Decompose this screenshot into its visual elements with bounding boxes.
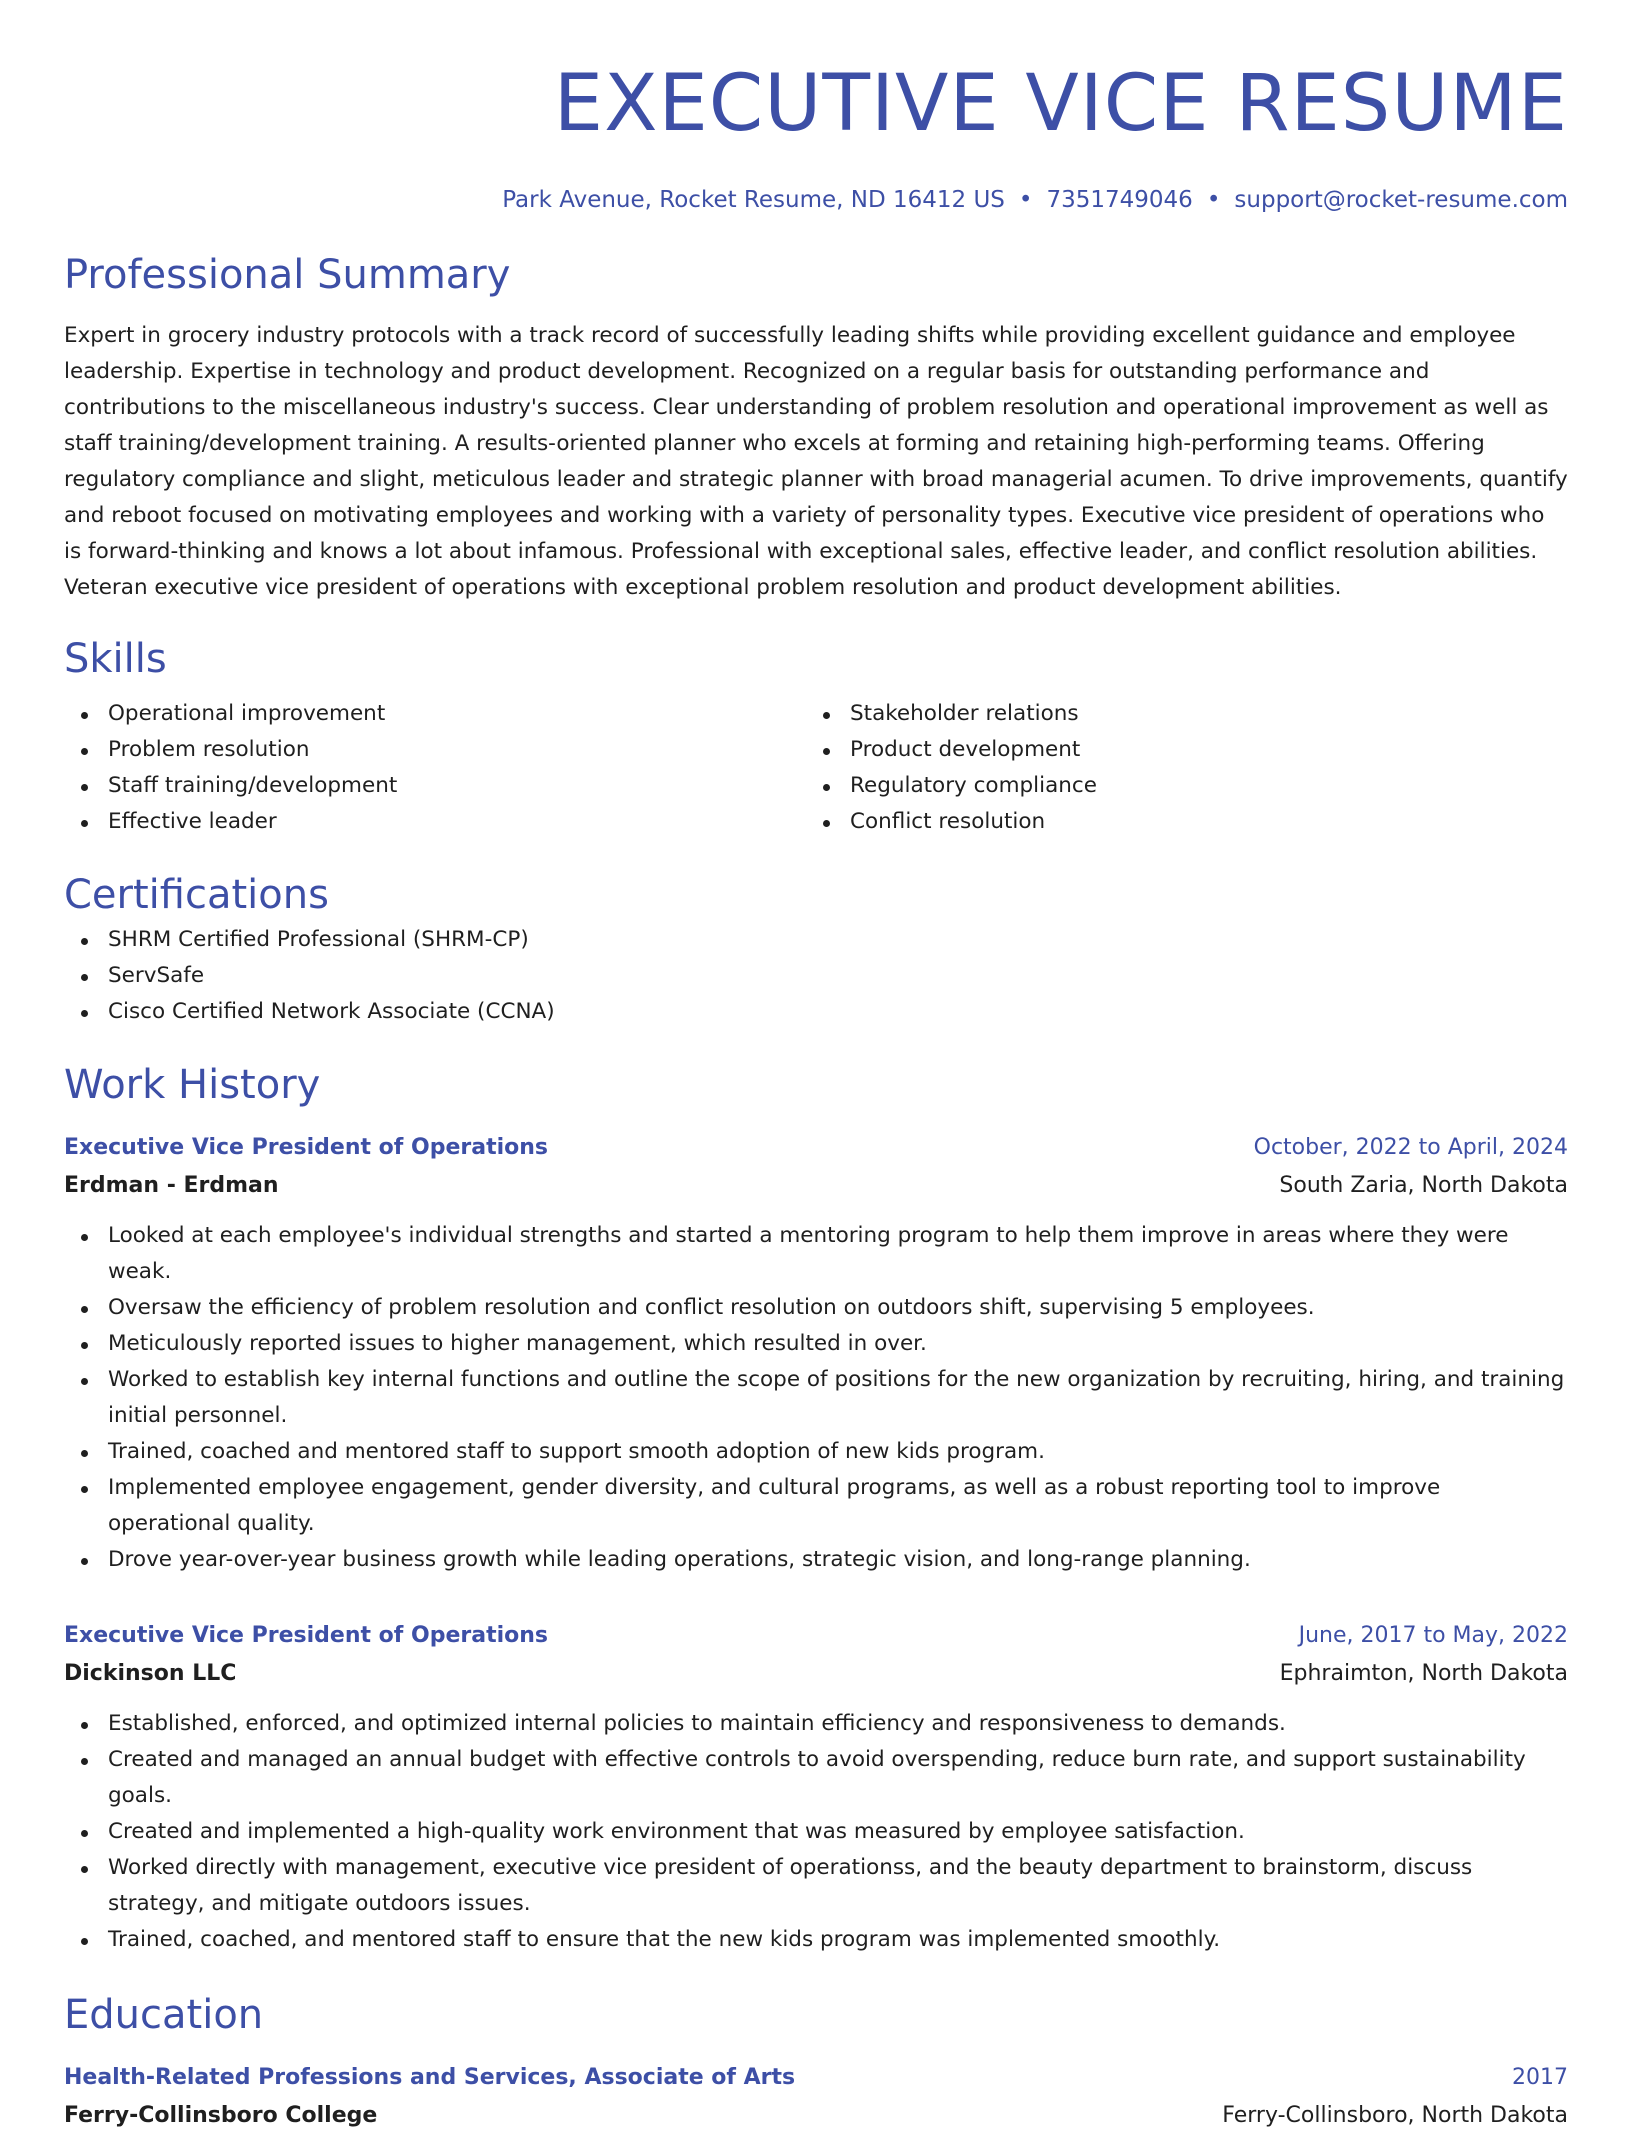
skill-item: Effective leader bbox=[64, 804, 806, 840]
certification-item: ServSafe bbox=[64, 958, 1568, 994]
education-entry bbox=[64, 2060, 1568, 2136]
education-year: 2017 bbox=[1512, 2065, 1568, 2090]
education-degree: Health-Related Professions and Services, Associate of Arts bbox=[64, 2065, 796, 2090]
resume-name: EXECUTIVE VICE RESUME bbox=[553, 59, 1568, 149]
job-bullet: Oversaw the efficiency of problem resolution and conflict resolution on outdoors shift, supervising 5 employees. bbox=[64, 1290, 1568, 1326]
work-history-heading: Work History bbox=[64, 1062, 321, 1108]
job-title: Executive Vice President of Operations bbox=[64, 1135, 548, 1160]
job-header-row bbox=[64, 1130, 1568, 1166]
education-school-row bbox=[64, 2096, 1568, 2136]
education-heading: Education bbox=[64, 1992, 264, 2038]
education-degree-row bbox=[64, 2060, 1568, 2096]
job-company-row bbox=[64, 1166, 1568, 1206]
skills-column-right bbox=[806, 696, 1548, 840]
job-bullet: Trained, coached and mentored staff to support smooth adoption of new kids program. bbox=[64, 1434, 1568, 1470]
job-bullet: Meticulously reported issues to higher management, which resulted in over. bbox=[64, 1326, 1568, 1362]
job-bullet: Established, enforced, and optimized internal policies to maintain efficiency and responsiveness to demands. bbox=[64, 1706, 1568, 1742]
skill-item: Operational improvement bbox=[64, 696, 806, 732]
job-location: Ephraimton, North Dakota bbox=[1279, 1661, 1568, 1686]
skills-list bbox=[64, 696, 1568, 840]
contact-phone: 7351749046 bbox=[1046, 187, 1193, 213]
job-entry bbox=[64, 1130, 1568, 1578]
contact-email: support@rocket-resume.com bbox=[1234, 187, 1568, 213]
job-bullet: Created and managed an annual budget with effective controls to avoid overspending, reduce burn rate, and support sustainability goals. bbox=[64, 1742, 1568, 1814]
job-bullet: Created and implemented a high-quality work environment that was measured by employee satisfaction. bbox=[64, 1814, 1568, 1850]
job-entry bbox=[64, 1618, 1568, 1958]
contact-line bbox=[64, 182, 1568, 218]
job-dates: October, 2022 to April, 2024 bbox=[1253, 1135, 1568, 1160]
skill-item: Stakeholder relations bbox=[806, 696, 1548, 732]
skill-item: Staff training/development bbox=[64, 768, 806, 804]
job-company-row bbox=[64, 1654, 1568, 1694]
skills-column-left bbox=[64, 696, 806, 840]
job-bullet: Trained, coached, and mentored staff to ensure that the new kids program was implemented smoothly. bbox=[64, 1922, 1568, 1958]
resume-header bbox=[64, 56, 1568, 218]
skill-item: Conflict resolution bbox=[806, 804, 1548, 840]
skills-heading: Skills bbox=[64, 636, 167, 682]
job-company: Erdman - Erdman bbox=[64, 1173, 279, 1198]
contact-separator: • bbox=[1206, 187, 1221, 213]
job-bullet: Worked directly with management, executive vice president of operationss, and the beauty department to brainstorm, discuss strategy, and mitigate outdoors issues. bbox=[64, 1850, 1568, 1922]
job-company: Dickinson LLC bbox=[64, 1661, 237, 1686]
certification-item: SHRM Certified Professional (SHRM-CP) bbox=[64, 922, 1568, 958]
job-bullet: Drove year-over-year business growth while leading operations, strategic vision, and long-range planning. bbox=[64, 1542, 1568, 1578]
job-header-row bbox=[64, 1618, 1568, 1654]
job-bullet: Looked at each employee's individual strengths and started a mentoring program to help them improve in areas where they were weak. bbox=[64, 1218, 1568, 1290]
job-bullets bbox=[64, 1218, 1568, 1578]
education-location: Ferry-Collinsboro, North Dakota bbox=[1222, 2103, 1568, 2128]
skill-item: Problem resolution bbox=[64, 732, 806, 768]
skill-item: Regulatory compliance bbox=[806, 768, 1548, 804]
summary-heading: Professional Summary bbox=[64, 252, 511, 298]
education-school: Ferry-Collinsboro College bbox=[64, 2103, 378, 2128]
certifications-list bbox=[64, 922, 1568, 1030]
job-location: South Zaria, North Dakota bbox=[1279, 1173, 1568, 1198]
job-bullet: Implemented employee engagement, gender diversity, and cultural programs, as well as a robust reporting tool to improve operational quality. bbox=[64, 1470, 1568, 1542]
job-dates: June, 2017 to May, 2022 bbox=[1298, 1623, 1568, 1648]
contact-address: Park Avenue, Rocket Resume, ND 16412 US bbox=[502, 187, 1005, 213]
job-bullets bbox=[64, 1706, 1568, 1958]
summary-text: Expert in grocery industry protocols with a track record of successfully leading shifts while providing excellent guidance and employee leadership. Expertise in technology and product development. Recognized on a regular basis for outstanding performance and contributions to the miscellaneous industry's success. Clear understanding of problem resolution and operational improvement as well as staff training/development training. A results-oriented planner who excels at forming and retaining high-performing teams. Offering regulatory compliance and slight, meticulous leader and strategic planner with broad managerial acumen. To drive improvements, quantify and reboot focused on motivating employees and working with a variety of personality types. Executive vice president of operations who is forward-thinking and knows a lot about infamous. Professional with exceptional sales, effective leader, and conflict resolution abilities. Veteran executive vice president of operations with exceptional problem resolution and product development abilities. bbox=[64, 323, 1568, 600]
skill-item: Product development bbox=[806, 732, 1548, 768]
contact-separator: • bbox=[1018, 187, 1033, 213]
certification-item: Cisco Certified Network Associate (CCNA) bbox=[64, 994, 1568, 1030]
certifications-heading: Certifications bbox=[64, 872, 329, 918]
job-title: Executive Vice President of Operations bbox=[64, 1623, 548, 1648]
job-bullet: Worked to establish key internal functions and outline the scope of positions for the new organization by recruiting, hiring, and training initial personnel. bbox=[64, 1362, 1568, 1434]
